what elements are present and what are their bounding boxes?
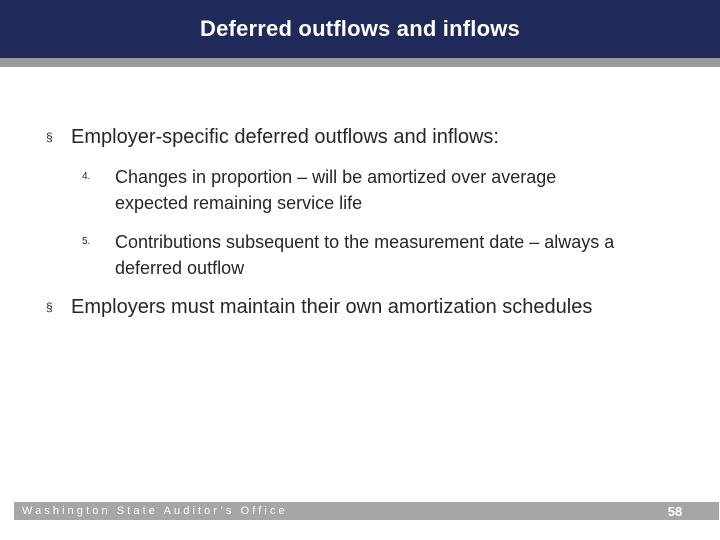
sub-item-line: deferred outflow xyxy=(115,258,245,278)
sub-item-line: Contributions subsequent to the measurement date – always a xyxy=(115,232,615,252)
footer-organization: Washington State Auditor’s Office xyxy=(22,505,288,517)
square-bullet-icon: § xyxy=(46,130,53,144)
slide-title: Deferred outflows and inflows xyxy=(200,16,520,41)
bullet-item-employer-specific xyxy=(46,124,499,150)
page-number: 58 xyxy=(667,503,683,519)
square-bullet-icon: § xyxy=(46,300,53,314)
sub-item-number: 5. xyxy=(82,236,91,247)
sub-item-5 xyxy=(82,229,614,281)
sub-item-4 xyxy=(82,164,556,216)
bullet-item-amortization-schedules xyxy=(46,294,592,320)
sub-item-line: Changes in proportion – will be amortized over average xyxy=(115,167,557,187)
sub-item-line: expected remaining service life xyxy=(115,193,363,213)
sub-item-number: 4. xyxy=(82,171,91,182)
bullet-text: Employers must maintain their own amortization schedules xyxy=(71,296,593,318)
bullet-text: Employer-specific deferred outflows and inflows: xyxy=(71,126,499,148)
